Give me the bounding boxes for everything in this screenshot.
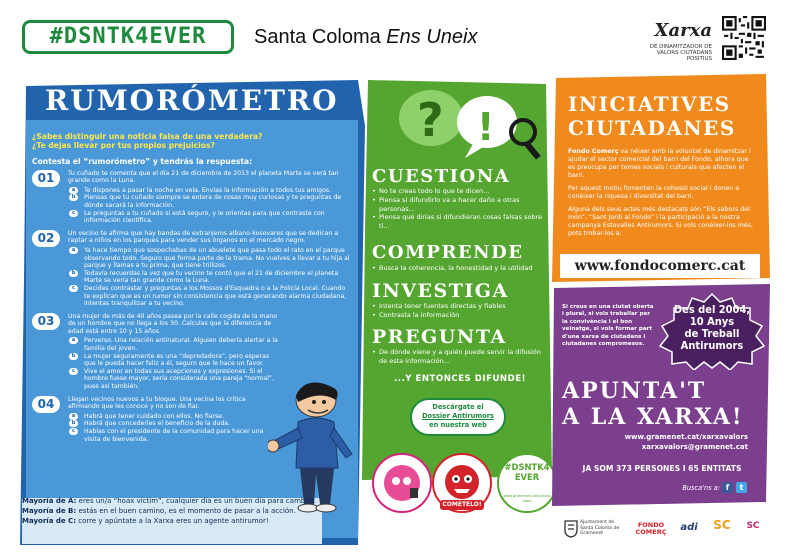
dossier-download-button[interactable] — [410, 398, 506, 436]
ajuntament-logo: Ajuntament de Santa Coloma de Gramenet — [580, 520, 620, 536]
investiga-heading: INVESTIGA — [372, 280, 509, 302]
option-text: Le preguntas a tu cuñado si está seguro, y le orientas para que contraste con información científica. — [84, 209, 325, 225]
investiga-item: • Intenta tener fuentes directas y fiables — [372, 302, 544, 311]
badge-line-2: 10 Anys — [689, 315, 735, 328]
brand-main: Santa Coloma — [254, 26, 387, 48]
option-letter: c — [69, 428, 78, 435]
svg-text:!: ! — [477, 105, 495, 149]
option-letter: b — [69, 194, 78, 201]
hashtag-logo: #DSNTK4EVER — [22, 20, 234, 54]
brand-italic: Ens Uneix — [386, 26, 478, 48]
result-a-label: Mayoría de A: — [22, 497, 77, 505]
option-letter: a — [69, 413, 78, 420]
instruction-text: Contesta el “rumorómetro” y tendrás la respuesta: — [32, 157, 253, 166]
iniciatives-p1-text: va néixer amb la voluntat de dinamitzar i ajudar el sector comercial del barri del Fondo, alhora que es preocupa per temes socials i culturals que afecten el barri. — [568, 148, 751, 179]
answer-option[interactable] — [68, 270, 352, 285]
option-letter: c — [69, 368, 78, 375]
y-entonces-difunde: ...Y ENTONCES DIFUNDE! — [393, 374, 527, 384]
fondocomerc-link[interactable]: www.fondocomerc.cat — [560, 254, 760, 278]
last-logo: SC — [746, 521, 760, 531]
comprende-item: • Busca la coherencia, la honestidad y la utilidad — [372, 264, 544, 273]
results-legend — [22, 496, 322, 540]
option-letter: b — [69, 270, 78, 277]
xarxa-logo: Xarxa — [654, 20, 712, 41]
option-letter: a — [69, 337, 78, 344]
option-text: Perverso. Una relación antinatural. Alguien debería alertar a la familia del joven. — [84, 337, 278, 353]
pregunta-item: • De dónde viene y a quién puede servir la difusión de esta información... — [372, 348, 544, 366]
dossier-line-2: Dossier Antirumors — [422, 412, 494, 420]
ten-years-badge-text — [660, 304, 764, 352]
cuestiona-heading: CUESTIONA — [372, 166, 511, 187]
qr-code-icon[interactable] — [722, 16, 766, 60]
intro-question-1: ¿Sabes distinguir una noticia falsa de una verdadera? — [32, 132, 263, 141]
option-letter: b — [69, 353, 78, 360]
dossier-line-1: Descárgate el — [432, 403, 484, 411]
question-number: 01 — [32, 170, 60, 187]
question-text: Tu cuñado te comenta que el día 21 de diciembre de 2013 el planeta Marte se verá tan grande como la Luna. — [68, 169, 339, 185]
result-c — [22, 516, 322, 526]
twitter-icon[interactable]: t — [736, 482, 747, 493]
answer-option[interactable] — [68, 285, 352, 308]
result-b — [22, 506, 322, 516]
badge-line-3: de Treball — [684, 327, 740, 340]
question-number: 03 — [32, 313, 60, 330]
answer-option[interactable] — [68, 210, 352, 225]
investiga-item: • Contrasta la información — [372, 311, 544, 320]
answer-option[interactable] — [68, 353, 278, 368]
svg-text:?: ? — [417, 93, 444, 147]
cuestiona-item: • Piensa si difundirlo va a hacer daño a otras personas... — [372, 196, 544, 214]
option-text: Todavía recuerdas la vez que tu vecino te contó que el 21 de diciembre el planeta Marte se vería tan grande como la Luna. — [84, 269, 339, 285]
cuestiona-list — [372, 187, 544, 231]
pregunta-list — [372, 348, 544, 366]
xarxa-logo-subtitle: DE DINAMITZADOR DE VALORS CIUTADANS POSITIUS — [649, 44, 712, 62]
result-a — [22, 496, 322, 506]
option-text: Decides contrastar y preguntas a los Mossos d'Esquadra o a la Policía Local. Cuando te explican que es un rumor sin consistencia que está generando alarma ciudadana, intentas tranquilizar a tu vecino. — [84, 284, 347, 308]
question-number: 02 — [32, 230, 60, 247]
sponsor-logos — [560, 516, 770, 546]
option-text: Vive el amor en todas sus acepciones y expresiones. Si el hombre fuese mayor, sería considerada una pareja “normal”, pues así también. — [84, 367, 275, 391]
dossier-line-3: en nuestra web — [429, 421, 487, 429]
result-c-label: Mayoría de C: — [22, 517, 76, 525]
iniciatives-paragraph-3: Alguna dels seus actes més destacats són “Els sabors del món”, “Sant Jordi al Fondo” i la participació a la nostra campanya Estovalles Antirumors. Si vols conèixer-los més, pots trobar-los a: — [568, 206, 753, 237]
fondo-comerc-logo: FONDO COMERÇ — [635, 521, 667, 536]
iniciatives-title — [568, 92, 758, 140]
result-b-label: Mayoría de B: — [22, 507, 77, 515]
option-text: Ya hace tiempo que sospechabas de un abuelete que pasa todo el rato en el parque observando todo. Seguro que forma parte de la trama. No vuelves a llevar a tu hija al parque y llamas a tu prima, que tiene trillizos. — [84, 246, 350, 270]
question-block — [32, 396, 278, 444]
ajuntament-shield-icon — [564, 520, 578, 538]
answer-option[interactable] — [68, 194, 352, 209]
question-block — [32, 170, 352, 225]
comprende-heading: COMPRENDE — [372, 242, 524, 263]
option-text: Piensas que tu cuñado siempre se entera de cosas muy curiosas y te preguntas de dónde sacará la información. — [84, 194, 342, 209]
answer-option[interactable] — [68, 368, 278, 391]
xarxa-invitation-text: Si creus en una ciutat oberta i plural, si vols treballar per la convivència i el bon veïnatge, si vols formar part d'una xarxa de ciutadans i ciutadanes compromesos. — [562, 304, 654, 348]
facebook-icon[interactable]: f — [722, 482, 733, 493]
iniciatives-paragraph-2: Per aquest motiu fomenten la cohesió social i donen a conèixer la riquesa i diversitat del barri. — [568, 185, 740, 200]
result-b-text: estás en el buen camino, es el momento de pasar a la acción. — [78, 507, 296, 515]
option-text: Hablas con el presidente de la comunidad para hacer una visita de bienvenida. — [84, 428, 264, 443]
option-letter: b — [69, 420, 78, 427]
xarxa-email-link[interactable]: xarxavalors@gramenet.cat — [641, 443, 748, 451]
iniciatives-body — [568, 148, 754, 243]
fondo-comerc-name: Fondo Comerç — [568, 148, 619, 155]
option-text: Habrá que tener cuidado con ellos. No fiarse. — [84, 412, 225, 420]
comprende-list — [372, 264, 544, 273]
iniciatives-title-line-1: INICIATIVES — [568, 92, 731, 116]
dsntk-sticker-url: www.gramenet.cat/xarxavalors — [503, 494, 551, 503]
brand-title — [254, 26, 477, 49]
question-text: Un vecino te afirma que hay bandas de extranjeros albano-kosovares que se dedican a raptar a niños en los parques para vender sus órganos en el mercado negro. — [68, 229, 339, 245]
option-letter: a — [69, 187, 78, 194]
dsntk-sticker-label: #DSNTK4EVER — [504, 462, 550, 482]
option-text: La mujer seguramente es una “depredadora”, pero esperas que le pueda hacer feliz a él, seguro que le hace un favor. — [84, 352, 270, 368]
option-letter: c — [69, 210, 78, 217]
iniciatives-paragraph-1 — [568, 148, 754, 180]
question-text: Una mujer de más de 40 años pasea por la calle cogida de la mano de un hombre que no llega a los 30. Calculas que la diferencia de edad está entre 10 y 15 años. — [68, 312, 277, 335]
apunta-line-1: APUNTA'T — [562, 378, 707, 404]
question-number: 04 — [32, 396, 60, 413]
investiga-list — [372, 302, 544, 320]
option-text: Habrá que concederles el beneficio de la duda. — [84, 420, 231, 428]
iniciatives-title-line-2: CIUTADANES — [568, 116, 736, 140]
badge-line-4: Antirumors — [680, 339, 744, 352]
option-text: Te dispones a pasar la noche en vela. Envías la información a todos tus amigos. — [84, 186, 332, 194]
sc-logo: SC — [713, 518, 731, 532]
question-block — [32, 230, 352, 308]
cometelo-sticker-label: COMETELO! — [442, 501, 482, 508]
xarxa-web-link[interactable]: www.gramenet.cat/xarxavalors — [624, 433, 748, 441]
find-us-label: Busca'ns a: — [682, 484, 720, 492]
answer-option[interactable] — [68, 187, 352, 195]
result-c-text: corre y apúntate a la Xarxa eres un agente antirumor! — [78, 517, 269, 525]
option-letter: c — [69, 285, 78, 292]
question-block — [32, 313, 278, 391]
members-count: JA SOM 373 PERSONES I 65 ENTITATS — [582, 464, 742, 473]
answer-option[interactable] — [68, 247, 352, 270]
speech-bubbles-icon — [395, 82, 545, 164]
result-a-text: eres un/a “hoax victim”, cualquier día es un buen día para cambiar. — [78, 497, 317, 505]
adi-logo: adi — [680, 522, 698, 533]
badge-line-1: Des del 2004, — [673, 303, 751, 316]
xarxa-contact-links — [562, 432, 762, 452]
option-letter: a — [69, 247, 78, 254]
cuestiona-item: • No te creas todo lo que te dicen... — [372, 187, 544, 196]
question-text: Llegan vecinos nuevos a tu bloque. Una vecina los critica afirmando que les conoce y no son de fiar. — [68, 395, 246, 411]
cuestiona-item: • Piensa qué dirías si difundieran cosas falsas sobre ti... — [372, 213, 544, 231]
rumorometro-title: RUMORÓMETRO — [45, 84, 339, 117]
intro-question-2: ¿Te dejas llevar por tus propios prejuicios? — [32, 141, 215, 150]
answer-option[interactable] — [68, 428, 278, 443]
apunta-heading — [562, 378, 762, 430]
apunta-line-2: A LA XARXA! — [562, 404, 744, 430]
answer-option[interactable] — [68, 420, 278, 428]
answer-option[interactable] — [68, 337, 278, 352]
pregunta-heading: PREGUNTA — [372, 326, 507, 348]
